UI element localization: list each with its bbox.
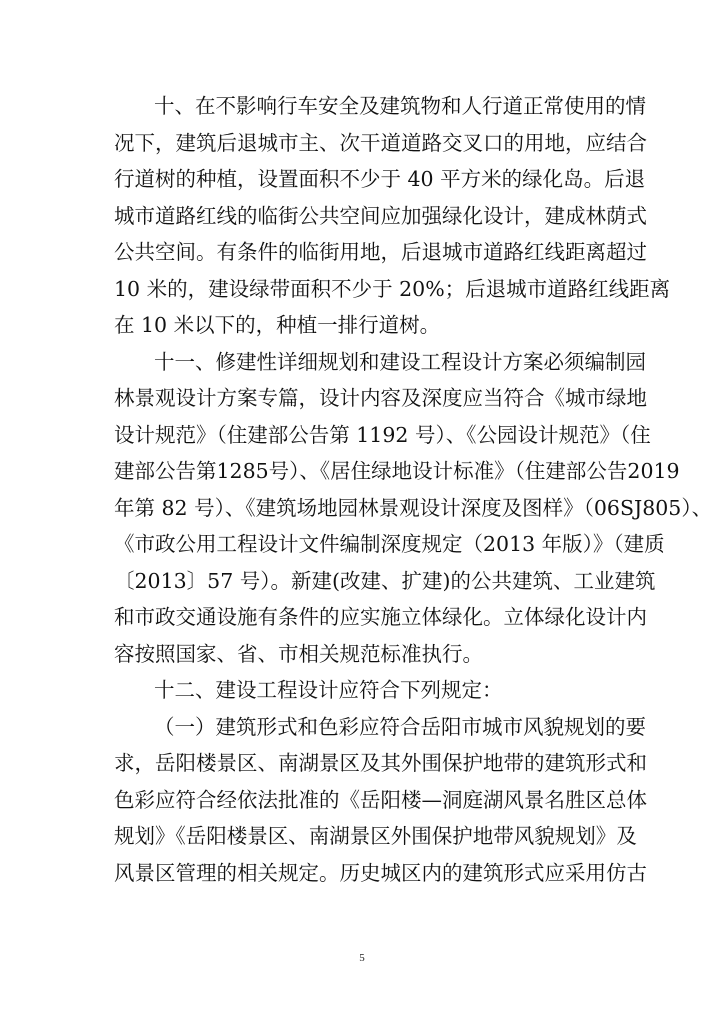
paragraph-12-1-line: 色彩应符合经依法批准的《岳阳楼—洞庭湖风景名胜区总体 bbox=[114, 787, 647, 812]
paragraph-11-line: 设计规范》（住建部公告第 1192 号）、《公园设计规范》（住 bbox=[114, 422, 651, 447]
document-body bbox=[114, 88, 713, 891]
paragraph-11-line: 年第 82 号）、《建筑场地园林景观设计深度及图样》（06SJ805）、 bbox=[114, 495, 713, 520]
paragraph-12-1-line: 求，岳阳楼景区、南湖景区及其外围保护地带的建筑形式和 bbox=[114, 751, 647, 775]
paragraph-12-1-line: 风景区管理的相关规定。历史城区内的建筑形式应采用仿古 bbox=[114, 860, 647, 885]
paragraph-10-line: 在 10 米以下的，种植一排行道树。 bbox=[114, 313, 441, 337]
paragraph-11-line: 和市政交通设施有条件的应实施立体绿化。立体绿化设计内 bbox=[114, 605, 647, 629]
paragraph-12-1-line: 规划》《岳阳楼景区、南湖景区外围保护地带风貌规划》及 bbox=[114, 824, 637, 848]
paragraph-10-line: 10 米的，建设绿带面积不少于 20%；后退城市道路红线距离 bbox=[114, 276, 671, 301]
paragraph-12-1-line: （一）建筑形式和色彩应符合岳阳市城市风貌规划的要 bbox=[154, 714, 646, 739]
paragraph-10-line: 况下，建筑后退城市主、次干道道路交叉口的用地，应结合 bbox=[114, 130, 647, 155]
paragraph-10-line: 十、在不影响行车安全及建筑物和人行道正常使用的情 bbox=[154, 94, 646, 118]
paragraph-11-line: 十一、修建性详细规划和建设工程设计方案必须编制园 bbox=[154, 349, 646, 374]
paragraph-11-line: 《市政公用工程设计文件编制深度规定（2013 年版）》（建质 bbox=[114, 532, 665, 556]
paragraph-11-line: 建部公告第1285号）、《居住绿地设计标准》（住建部公告2019 bbox=[114, 459, 680, 483]
paragraph-10-line: 行道树的种植，设置面积不少于 40 平方米的绿化岛。后退 bbox=[114, 167, 646, 191]
paragraph-10-line: 公共空间。有条件的临街用地，后退城市道路红线距离超过 bbox=[114, 240, 647, 264]
paragraph-12-heading: 十二、建设工程设计应符合下列规定： bbox=[154, 678, 503, 702]
paragraph-10-line: 城市道路红线的临街公共空间应加强绿化设计，建成林荫式 bbox=[114, 203, 647, 228]
page-number: 5 bbox=[359, 952, 365, 964]
paragraph-11-line: 〔2013〕57 号）。新建(改建、扩建)的公共建筑、工业建筑 bbox=[114, 568, 656, 593]
paragraph-11-line: 容按照国家、省、市相关规范标准执行。 bbox=[114, 641, 483, 666]
paragraph-11-line: 林景观设计方案专篇，设计内容及深度应当符合《城市绿地 bbox=[114, 386, 647, 410]
